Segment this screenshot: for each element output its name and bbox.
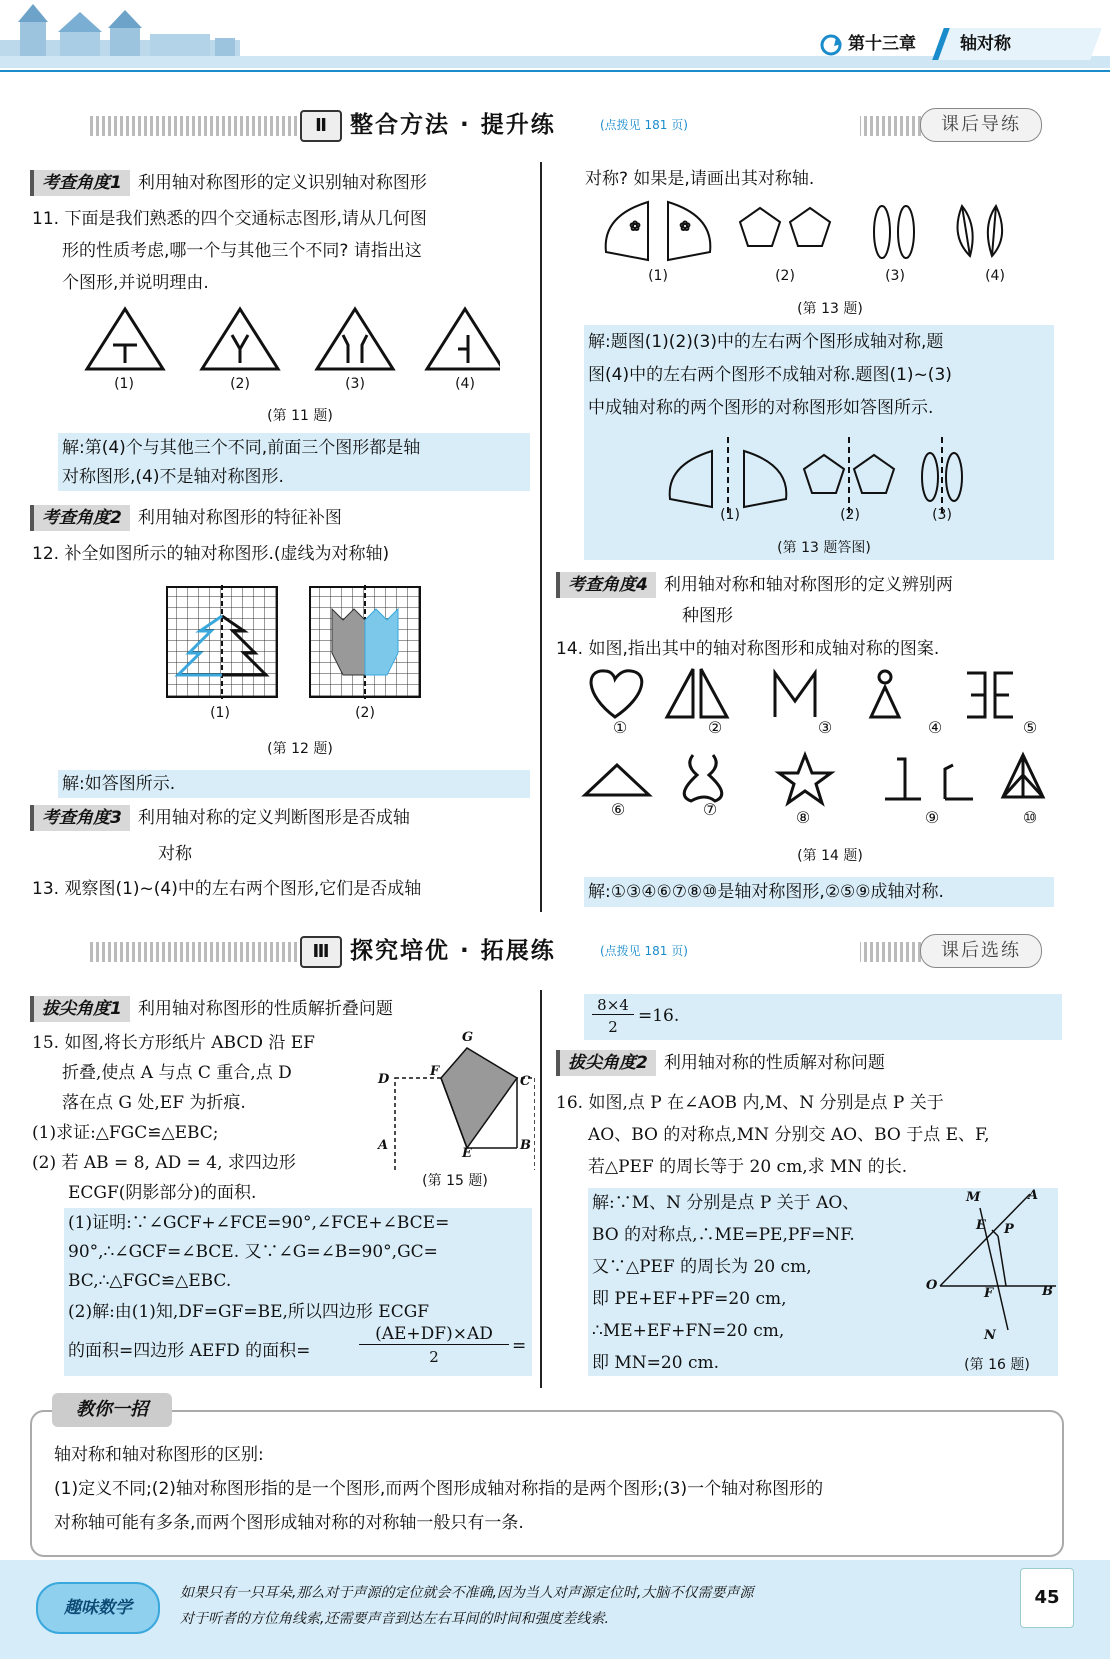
q14-line: 14. 如图,指出其中的轴对称图形和成轴对称的图案. [556,639,940,659]
fig-label: (4) [985,268,1005,284]
q13-solution [584,325,1054,560]
tip-line: (1)定义不同;(2)轴对称图形指的是一个图形,而两个图形成轴对称指的是两个图形;(3)一个轴对称图形的 [54,1479,824,1499]
solution-line: BC,∴△FGC≌△EBC. [68,1271,232,1291]
footer-line: 如果只有一只耳朵,那么对于声源的定位就会不准确,因为当人对声源定位时,大脑不仅需要声源 [180,1585,754,1601]
top-angle-tag-2 [556,1050,885,1076]
section-tag: 课后选练 [920,934,1042,968]
chapter-topic: 轴对称 [960,34,1011,54]
point-label: E [976,1218,986,1233]
svg-text:✿: ✿ [680,219,691,233]
page-number: 45 [1020,1568,1074,1628]
point-label: B [1042,1284,1053,1299]
q15-fold-figure [375,1030,535,1170]
point-label: O [926,1278,938,1293]
solution-line: 解:如答图所示. [62,774,176,794]
top-angle-tag-1 [30,996,393,1022]
fig-label: ③ [817,718,833,737]
angle-tag-3 [30,805,410,831]
q13-line: 13. 观察图(1)~(4)中的左右两个图形,它们是否成轴 [32,879,422,899]
angle-tag-label: 考查角度1 [30,170,130,196]
figure-caption: (第 15 题) [422,1173,488,1189]
angle-tag-text: 利用轴对称图形的定义识别轴对称图形 [137,173,427,193]
fun-math-logo: 趣味数学 [36,1582,160,1634]
solution-line: 解:第(4)个与其他三个不同,前面三个图形都是轴 [62,438,421,458]
point-label: A [378,1138,389,1153]
fraction-numerator: 8×4 [592,996,634,1015]
q16-line: 若△PEF 的周长等于 20 cm,求 MN 的长. [588,1157,908,1177]
q16-solution [588,1188,1058,1376]
point-label: B [520,1138,531,1153]
tip-title: 轴对称和轴对称图形的区别: [54,1445,264,1465]
fig-label: ⑥ [610,800,626,819]
heart-icon [591,671,642,717]
q15-line: 15. 如图,将长方形纸片 ABCD 沿 EF [32,1033,315,1053]
figure-caption: (第 13 题) [797,301,863,317]
fig-label: ⑦ [702,800,718,819]
section-number: Ⅱ [300,110,342,142]
solution-line: 90°,∴∠GCF=∠BCE. 又∵∠G=∠B=90°,GC= [68,1242,438,1262]
solution-line: 即 MN=20 cm. [592,1353,720,1373]
chapter-badge [820,28,1090,60]
section-tag: 课后导练 [920,108,1042,142]
figure-caption: (第 11 题) [267,408,333,424]
fig-label: ⑧ [795,808,811,827]
angle-tag-text: 利用轴对称和轴对称图形的定义辨别两 [663,575,953,595]
angle-tag-text: 利用轴对称图形的性质解折叠问题 [137,999,393,1019]
q16-angle-figure [928,1190,1058,1340]
solution-line: 解:①③④⑥⑦⑧⑩是轴对称图形,②⑤⑨成轴对称. [588,882,944,902]
point-label: F [984,1286,994,1301]
angle-tag-4 [556,572,953,598]
q15-line: (2) 若 AB = 8, AD = 4, 求四边形 [32,1153,296,1173]
angle-tag-label: 拔尖角度1 [30,996,130,1022]
solution-line: 图(4)中的左右两个图形不成轴对称.题图(1)~(3) [588,365,952,385]
figure-caption: (第 14 题) [797,848,863,864]
q13-shapes-figure [600,196,1040,266]
fraction-denominator: 2 [429,1348,439,1366]
point-label: P [1004,1222,1014,1237]
solution-line: 又∵△PEF 的周长为 20 cm, [592,1257,812,1277]
solution-line: BO 的对称点,∴ME=PE,PF=NF. [592,1225,855,1245]
angle-tag-label: 考查角度4 [556,572,656,598]
point-label: N [984,1328,996,1343]
point-label: E [462,1146,472,1161]
page-header [0,0,1110,72]
fig-label: (1) [114,376,134,392]
fig-label: ⑨ [924,808,940,827]
header-rule [0,70,1110,72]
traffic-signs-figure [80,305,500,375]
point-label: C [520,1074,531,1089]
fig-label: ⑩ [1022,808,1038,827]
q15-solution-cont [584,994,1062,1040]
q15-solution [64,1208,532,1376]
angle-tag-label: 考查角度3 [30,805,130,831]
angle-tag-1 [30,170,427,196]
q13-line: 对称? 如果是,请画出其对称轴. [585,169,815,189]
result-text: =16. [638,1006,680,1026]
figure-caption: (第 13 题答图) [777,540,871,556]
solution-line: 中成轴对称的两个图形的对称图形如答图所示. [588,398,934,418]
q11-line: 个图形,并说明理由. [62,273,209,293]
angle-tag-text-cont: 种图形 [682,606,733,626]
q15-line: 落在点 G 处,EF 为折痕. [62,1093,246,1113]
figure-caption: (第 12 题) [267,741,333,757]
fraction-equals: = [512,1336,527,1356]
tip-box [30,1410,1064,1557]
q15-line: ECGF(阴影部分)的面积. [68,1183,257,1203]
fig-label: ⑤ [1022,718,1038,737]
point-label: D [378,1072,390,1087]
q16-line: 16. 如图,点 P 在∠AOB 内,M、N 分别是点 P 关于 [556,1093,944,1113]
column-divider [540,990,542,1388]
fig-label: ① [612,718,628,737]
angle-tag-text: 利用轴对称的性质解对称问题 [663,1053,885,1073]
point-label: A [1028,1188,1039,1203]
solution-line: ∴ME+EF+FN=20 cm, [592,1321,785,1341]
fraction-denominator: 2 [608,1018,618,1036]
section-ref: (点拨见 181 页) [600,118,688,132]
solution-line: 解:∵M、N 分别是点 P 关于 AO、 [592,1193,860,1213]
fig-label: (3) [345,376,365,392]
point-label: G [462,1030,474,1045]
column-divider [540,162,542,912]
angle-tag-2 [30,505,342,531]
angle-tag-text: 利用轴对称的定义判断图形是否成轴 [137,808,410,828]
angle-tag-text-cont: 对称 [158,844,192,864]
point-label: F [430,1064,440,1079]
solution-line: (2)解:由(1)知,DF=GF=BE,所以四边形 ECGF [68,1302,430,1322]
angle-tag-label: 考查角度2 [30,505,130,531]
tip-line: 对称轴可能有多条,而两个图形成轴对称的对称轴一般只有一条. [54,1513,524,1533]
sign-4-icon [427,309,500,369]
q11-line: 形的性质考虑,哪一个与其他三个不同? 请指出这 [62,241,422,261]
svg-text:✿: ✿ [630,219,641,233]
fig-label: (1) [648,268,668,284]
q12-solution [58,770,530,798]
section-title: 整合方法 · 提升练 [350,112,556,138]
q15-line: 折叠,使点 A 与点 C 重合,点 D [62,1063,292,1083]
solution-line: 即 PE+EF+PF=20 cm, [592,1289,787,1309]
fig-label: (1) [720,507,740,523]
figure-caption: (第 16 题) [964,1357,1030,1373]
section-bar-3 [90,932,1055,970]
fig-label: (2) [775,268,795,284]
section-title: 探究培优 · 拓展练 [350,938,556,964]
q11-line: 11. 下面是我们熟悉的四个交通标志图形,请从几何图 [32,209,427,229]
grid-figures [165,585,435,705]
page-footer [0,1560,1110,1659]
fig-label: (2) [230,376,250,392]
angle-tag-text: 利用轴对称图形的特征补图 [137,508,342,528]
fig-label: (4) [455,376,475,392]
fig-label: ② [707,718,723,737]
angle-tag-label: 拔尖角度2 [556,1050,656,1076]
q14-shapes-figure [575,665,1055,825]
fig-label: (3) [932,507,952,523]
q16-line: AO、BO 的对称点,MN 分别交 AO、BO 于点 E、F, [588,1125,990,1145]
q12-line: 12. 补全如图所示的轴对称图形.(虚线为对称轴) [32,544,390,564]
fig-label: ④ [927,718,943,737]
q14-solution [584,877,1054,907]
section-number: Ⅲ [300,936,342,968]
footer-line: 对于听者的方位角线索,还需要声音到达左右耳间的时间和强度差线索. [180,1611,609,1627]
solution-line: 的面积=四边形 AEFD 的面积= [68,1341,311,1361]
fig-label: (2) [355,705,375,721]
solution-line: 对称图形,(4)不是轴对称图形. [62,467,284,487]
section-bar-2 [90,106,1055,144]
section-ref: (点拨见 181 页) [600,944,688,958]
solution-line: (1)证明:∵∠GCF+∠FCE=90°,∠FCE+∠BCE= [68,1213,450,1233]
fig-label: (1) [210,705,230,721]
arrow-circle-icon [820,34,842,56]
q15-line: (1)求证:△FGC≌△EBC; [32,1123,219,1143]
point-label: M [966,1190,981,1205]
sign-3-icon [317,309,393,369]
q11-solution [58,433,530,491]
fig-label: (3) [885,268,905,284]
chapter-number: 第十三章 [848,34,916,54]
fraction-numerator: (AE+DF)×AD [359,1324,509,1345]
q13-answer-figure [664,437,984,517]
tip-heading: 教你一招 [52,1393,172,1427]
solution-line: 解:题图(1)(2)(3)中的左右两个图形成轴对称,题 [588,332,944,352]
fig-label: (2) [840,507,860,523]
